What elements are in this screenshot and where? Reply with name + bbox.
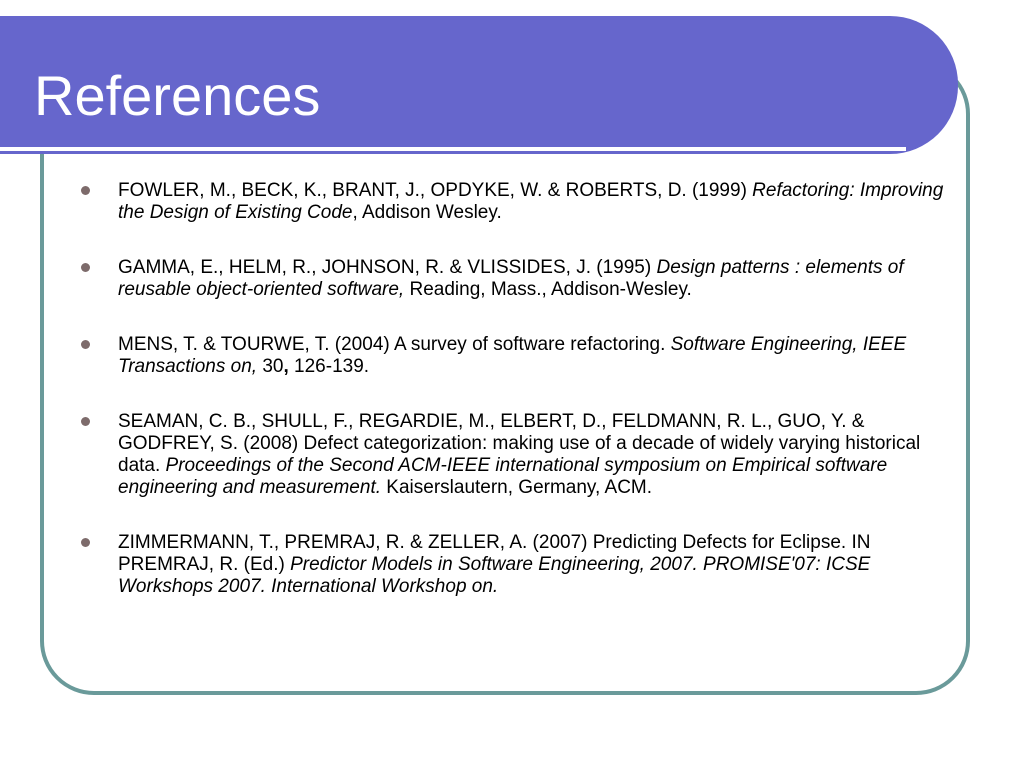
- reference-volume-comma: ,: [283, 356, 289, 377]
- reference-title: Proceedings of the Second ACM-IEEE international symposium on Empirical software engineering and measurement.: [118, 455, 888, 498]
- reference-title: Refactoring: Improving the Design of Existing Code: [118, 180, 944, 223]
- title-bar: [0, 16, 958, 154]
- bullet-icon: [81, 417, 90, 426]
- reference-authors: MENS, T. & TOURWE, T. (2004) A survey of software refactoring.: [118, 334, 671, 355]
- reference-authors: SEAMAN, C. B., SHULL, F., REGARDIE, M., ELBERT, D., FELDMANN, R. L., GUO, Y. & GODFREY, S. (2008) Defect categorization: making use of a decade of widely varying historical data.: [118, 411, 921, 476]
- reference-title: Predictor Models in Software Engineering, 2007. PROMISE'07: ICSE Workshops 2007. International Workshop on.: [118, 554, 871, 597]
- reference-publisher: Reading, Mass., Addison-Wesley.: [404, 279, 692, 300]
- reference-authors: ZIMMERMANN, T., PREMRAJ, R. & ZELLER, A. (2007) Predicting Defects for Eclipse. IN PREMRAJ, R. (Ed.): [118, 532, 871, 575]
- bullet-icon: [81, 263, 90, 272]
- reference-text: [118, 532, 870, 597]
- reference-volume: 30: [257, 356, 284, 377]
- reference-text: [118, 180, 943, 223]
- reference-item-mens: [118, 334, 948, 378]
- bullet-icon: [81, 186, 90, 195]
- bullet-icon: [81, 340, 90, 349]
- reference-item-gamma: [118, 257, 948, 301]
- title-underline: [0, 147, 906, 151]
- reference-publisher: Kaiserslautern, Germany, ACM.: [381, 477, 653, 498]
- reference-title: Software Engineering, IEEE Transactions on,: [118, 334, 907, 377]
- reference-authors: FOWLER, M., BECK, K., BRANT, J., OPDYKE, W. & ROBERTS, D. (1999): [118, 180, 753, 201]
- reference-title: Design patterns : elements of reusable object-oriented software,: [118, 257, 904, 300]
- reference-authors: GAMMA, E., HELM, R., JOHNSON, R. & VLISSIDES, J. (1995): [118, 257, 657, 278]
- reference-text: [118, 334, 906, 377]
- reference-publisher: , Addison Wesley.: [352, 202, 502, 223]
- reference-item-zimmermann: [118, 532, 948, 598]
- reference-pages: 126-139.: [288, 356, 370, 377]
- reference-item-seaman: [118, 411, 948, 499]
- slide-title: References: [34, 64, 321, 127]
- reference-text: [118, 257, 904, 300]
- reference-list: [118, 180, 948, 631]
- reference-text: [118, 411, 920, 498]
- reference-item-fowler: [118, 180, 948, 224]
- bullet-icon: [81, 538, 90, 547]
